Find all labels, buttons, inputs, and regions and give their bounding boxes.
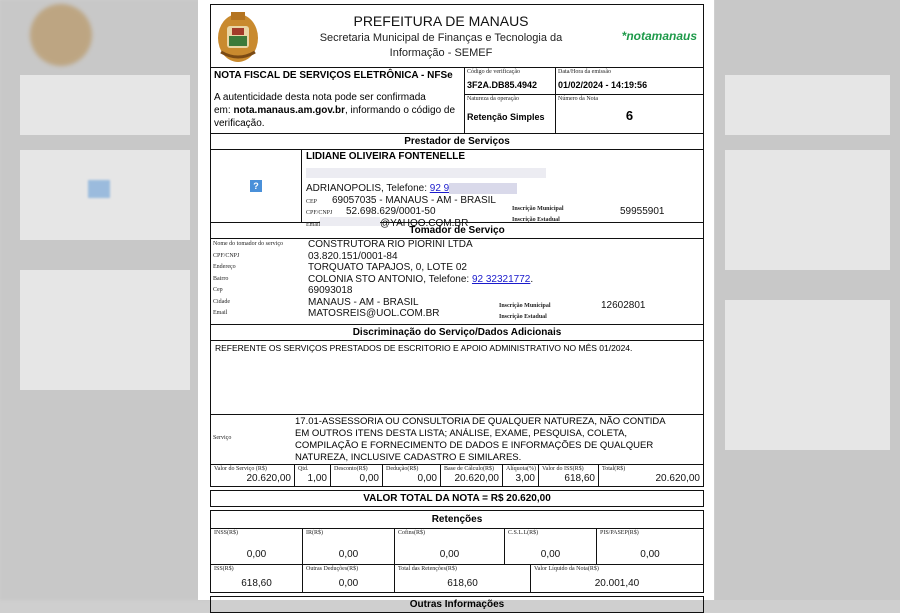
prestador-section-title: Prestador de Serviços bbox=[210, 134, 704, 150]
valor-label: Base de Cálculo(R$) bbox=[444, 466, 494, 472]
tomador-cnpj: 03.820.151/0001-84 bbox=[308, 250, 398, 262]
invoice-number-label: Número da Nota bbox=[558, 96, 598, 102]
prestador-ie-label: Inscrição Estadual bbox=[512, 217, 560, 224]
prestador-phone-link[interactable]: 92 9 bbox=[429, 183, 450, 195]
tomador-im-label: Inscrição Municipal bbox=[499, 303, 551, 309]
page-subtitle: Secretaria Municipal de Finanças e Tecnologia da Informação - SEMEF bbox=[319, 32, 563, 59]
emission-date-label: Data/Hora da emissão bbox=[558, 69, 611, 75]
retencao-value: 0,00 bbox=[246, 549, 267, 560]
blurred-seal-icon bbox=[30, 4, 92, 66]
retencao-cell-ir bbox=[303, 529, 395, 564]
page-title: PREFEITURA DE MANAUS bbox=[353, 13, 529, 29]
background-panel bbox=[725, 150, 890, 270]
retencao-value: 0,00 bbox=[338, 549, 359, 560]
valor-value: 3,00 bbox=[515, 473, 535, 484]
prestador-cnpj-value: 52.698.629/0001-50 bbox=[346, 206, 436, 218]
retencao-value: 0,00 bbox=[439, 549, 460, 560]
operation-nature bbox=[465, 95, 556, 133]
servico-line: COMPILAÇÃO E FORNECIMENTO DE DADOS E INFORMAÇÕES DE QUALQUER bbox=[295, 440, 654, 451]
redacted-email bbox=[320, 217, 380, 226]
discriminacao-section-title: Discriminação do Serviço/Dados Adicionais bbox=[210, 325, 704, 341]
nfse-title: NOTA FISCAL DE SERVIÇOS ELETRÔNICA - NFSe bbox=[214, 70, 453, 81]
retencao-cell-inss bbox=[211, 529, 303, 564]
tomador-name: CONSTRUTORA RIO PIORINI LTDA bbox=[308, 239, 473, 250]
nfse-meta-row-1 bbox=[465, 68, 703, 95]
manaus-coat-of-arms-icon bbox=[215, 8, 261, 64]
tomador-label-cep: Cep bbox=[213, 287, 223, 293]
valor-value: 0,00 bbox=[417, 473, 437, 484]
tomador-city: MANAUS - AM - BRASIL bbox=[308, 296, 419, 308]
valor-cell-desconto bbox=[331, 465, 383, 486]
tomador-address: TORQUATO TAPAJOS, 0, LOTE 02 bbox=[308, 262, 467, 273]
retencao-value: 618,60 bbox=[447, 578, 478, 589]
retencoes-row-1 bbox=[210, 529, 704, 565]
notamanaus-logo bbox=[622, 29, 697, 43]
auth-line-2: em: bbox=[214, 105, 234, 116]
prestador-cep-row bbox=[306, 195, 699, 206]
discriminacao-text: REFERENTE OS SERVIÇOS PRESTADOS DE ESCRITORIO E APOIO ADMINISTRATIVO NO MÊS 01/2024. bbox=[215, 343, 633, 353]
retencoes-row-2 bbox=[210, 565, 704, 593]
outras-informacoes-title: Outras Informações bbox=[210, 596, 704, 613]
servico-line: 17.01-ASSESSORIA OU CONSULTORIA DE QUALQUER NATUREZA, NÃO CONTIDA bbox=[295, 416, 666, 427]
tomador-label-name: Nome do tomador do serviço bbox=[213, 241, 283, 247]
retencao-cell-outras bbox=[303, 565, 395, 592]
retencao-cell-liquido bbox=[531, 565, 703, 592]
retencao-value: 0,00 bbox=[338, 578, 359, 589]
retencao-label: Total das Retenções(R$) bbox=[398, 566, 457, 572]
valor-cell-deducao bbox=[383, 465, 441, 486]
prestador-email-value: @YAHOO.COM.BR bbox=[380, 218, 469, 230]
background-panel bbox=[725, 300, 890, 450]
retencao-cell-csll bbox=[505, 529, 597, 564]
nfse-document bbox=[198, 0, 714, 610]
prestador-name: LIDIANE OLIVEIRA FONTENELLE bbox=[306, 151, 466, 162]
redacted-phone bbox=[449, 183, 517, 194]
auth-text bbox=[214, 91, 461, 130]
valor-cell-servico bbox=[211, 465, 295, 486]
valor-value: 20.620,00 bbox=[246, 473, 291, 484]
tomador-label-email: Email bbox=[213, 310, 228, 316]
prestador-photo bbox=[211, 150, 302, 222]
valor-cell-total bbox=[599, 465, 703, 486]
retencao-cell-pis bbox=[597, 529, 703, 564]
redacted-block bbox=[306, 168, 546, 178]
servico-block bbox=[210, 415, 704, 465]
verification-label: Código de verificação bbox=[467, 69, 520, 75]
prestador-address-text: ADRIANOPOLIS, Telefone: bbox=[306, 183, 430, 195]
valor-cell-base bbox=[441, 465, 503, 486]
cnpj-label: CPF/CNPJ bbox=[306, 210, 333, 217]
tomador-phone-link[interactable]: 92 32321772 bbox=[471, 273, 531, 285]
background-panel bbox=[20, 75, 190, 135]
auth-site-link[interactable]: nota.manaus.am.gov.br bbox=[233, 105, 345, 116]
discriminacao-block bbox=[210, 341, 704, 415]
email-label: Email bbox=[306, 222, 321, 229]
retencao-label: Cofins(R$) bbox=[398, 530, 425, 536]
tomador-block bbox=[210, 239, 704, 325]
retencao-label: IR(R$) bbox=[306, 530, 323, 536]
retencoes-section-title: Retenções bbox=[210, 510, 704, 529]
auth-line-3: , informando o código de verificação. bbox=[214, 105, 456, 129]
verification-value: 3F2A.DB85.4942 bbox=[467, 80, 538, 90]
tomador-label-cnpj: CPF/CNPJ bbox=[213, 252, 240, 259]
valor-label: Valor do Serviço (R$) bbox=[214, 466, 267, 472]
auth-line-1: A autenticidade desta nota pode ser confirmada bbox=[214, 92, 426, 103]
prestador-email-row bbox=[306, 217, 699, 229]
valor-label: Alíquota(%) bbox=[506, 466, 536, 472]
prestador-details bbox=[302, 150, 703, 230]
retencao-value: 0,00 bbox=[640, 549, 660, 560]
tomador-label-city: Cidade bbox=[213, 298, 230, 305]
retencao-label: Valor Líquido da Nota(R$) bbox=[534, 566, 599, 572]
retencao-label: Outras Deduções(R$) bbox=[306, 566, 359, 572]
retencao-value: 618,60 bbox=[241, 578, 272, 589]
tomador-ie-label: Inscrição Estadual bbox=[499, 314, 547, 320]
valor-value: 618,60 bbox=[564, 473, 595, 484]
retencao-label: PIS/PASEP(R$) bbox=[600, 530, 639, 536]
retencao-value: 0,00 bbox=[540, 549, 561, 560]
logo-star-icon: * bbox=[621, 29, 627, 43]
tomador-im-value: 12602801 bbox=[601, 300, 646, 311]
prestador-cep-value: 69057035 - MANAUS - AM - BRASIL bbox=[332, 195, 496, 207]
prestador-im-value: 59955901 bbox=[620, 206, 665, 218]
retencao-label: C.S.L.L(R$) bbox=[508, 530, 539, 536]
tomador-labels bbox=[213, 241, 303, 322]
valor-label: Dedução(R$) bbox=[386, 466, 419, 472]
valores-row bbox=[210, 465, 704, 487]
image-placeholder-icon: ? bbox=[250, 180, 262, 192]
nature-value: Retenção Simples bbox=[467, 112, 545, 122]
header-titles bbox=[301, 13, 581, 61]
valor-cell-aliquota bbox=[503, 465, 539, 486]
valor-label: Valor do ISS(R$) bbox=[542, 466, 584, 472]
header bbox=[210, 4, 704, 68]
prestador-cnpj-row bbox=[306, 206, 699, 217]
tomador-email: MATOSREIS@UOL.COM.BR bbox=[308, 308, 440, 319]
background-panel bbox=[725, 75, 890, 135]
tomador-cep: 69093018 bbox=[308, 285, 353, 296]
background-panel bbox=[20, 270, 190, 390]
retencao-cell-cofins bbox=[395, 529, 505, 564]
tomador-section-title: Tomador de Serviço bbox=[210, 223, 704, 239]
prestador-im-label: Inscrição Municipal bbox=[512, 206, 564, 213]
logo-text: notamanaus bbox=[626, 29, 697, 43]
verification-code bbox=[465, 68, 556, 94]
blurred-photo-icon bbox=[88, 180, 110, 198]
emission-date bbox=[556, 68, 703, 94]
tomador-label-address: Endereço bbox=[213, 264, 236, 270]
prestador-block bbox=[210, 150, 704, 230]
retencao-value: 20.001,40 bbox=[594, 578, 640, 589]
nfse-content bbox=[210, 4, 704, 613]
nfse-meta bbox=[465, 68, 703, 133]
tomador-label-bairro: Bairro bbox=[213, 275, 229, 282]
valor-label: Qtd. bbox=[298, 466, 309, 472]
prestador-address bbox=[306, 183, 699, 194]
retencao-cell-total bbox=[395, 565, 531, 592]
servico-line: NATUREZA, INCLUSIVE CADASTRO E SIMILARES. bbox=[295, 452, 522, 463]
cep-label: CEP bbox=[306, 199, 318, 206]
nfse-meta-row-2 bbox=[465, 95, 703, 133]
nfse-info bbox=[210, 68, 704, 134]
tomador-phone-suffix: . bbox=[530, 273, 534, 285]
retencao-label: ISS(R$) bbox=[214, 566, 234, 572]
nfse-auth-block bbox=[211, 68, 465, 133]
servico-description bbox=[295, 416, 666, 464]
retencao-cell-iss bbox=[211, 565, 303, 592]
nature-label: Natureza da operação bbox=[467, 96, 519, 102]
tomador-bairro-text: COLONIA STO ANTONIO, Telefone: bbox=[308, 273, 472, 285]
retencao-label: INSS(R$) bbox=[214, 530, 239, 536]
valor-cell-qtd bbox=[295, 465, 331, 486]
valor-value: 20.620,00 bbox=[655, 473, 700, 484]
valor-total-nota: VALOR TOTAL DA NOTA = R$ 20.620,00 bbox=[210, 490, 704, 507]
invoice-number bbox=[556, 95, 703, 133]
valor-cell-iss bbox=[539, 465, 599, 486]
valor-value: 1,00 bbox=[307, 473, 327, 484]
tomador-bairro bbox=[308, 274, 533, 286]
valor-value: 20.620,00 bbox=[454, 473, 499, 484]
valor-label: Total(R$) bbox=[602, 466, 626, 472]
servico-label: Serviço bbox=[213, 435, 232, 441]
valor-label: Desconto(R$) bbox=[334, 466, 368, 472]
valor-value: 0,00 bbox=[359, 473, 379, 484]
servico-line: EM OUTROS ITENS DESTA LISTA; ANÁLISE, EXAME, PESQUISA, COLETA, bbox=[295, 428, 628, 439]
invoice-number-value: 6 bbox=[625, 108, 634, 123]
emission-date-value: 01/02/2024 - 14:19:56 bbox=[558, 80, 648, 90]
